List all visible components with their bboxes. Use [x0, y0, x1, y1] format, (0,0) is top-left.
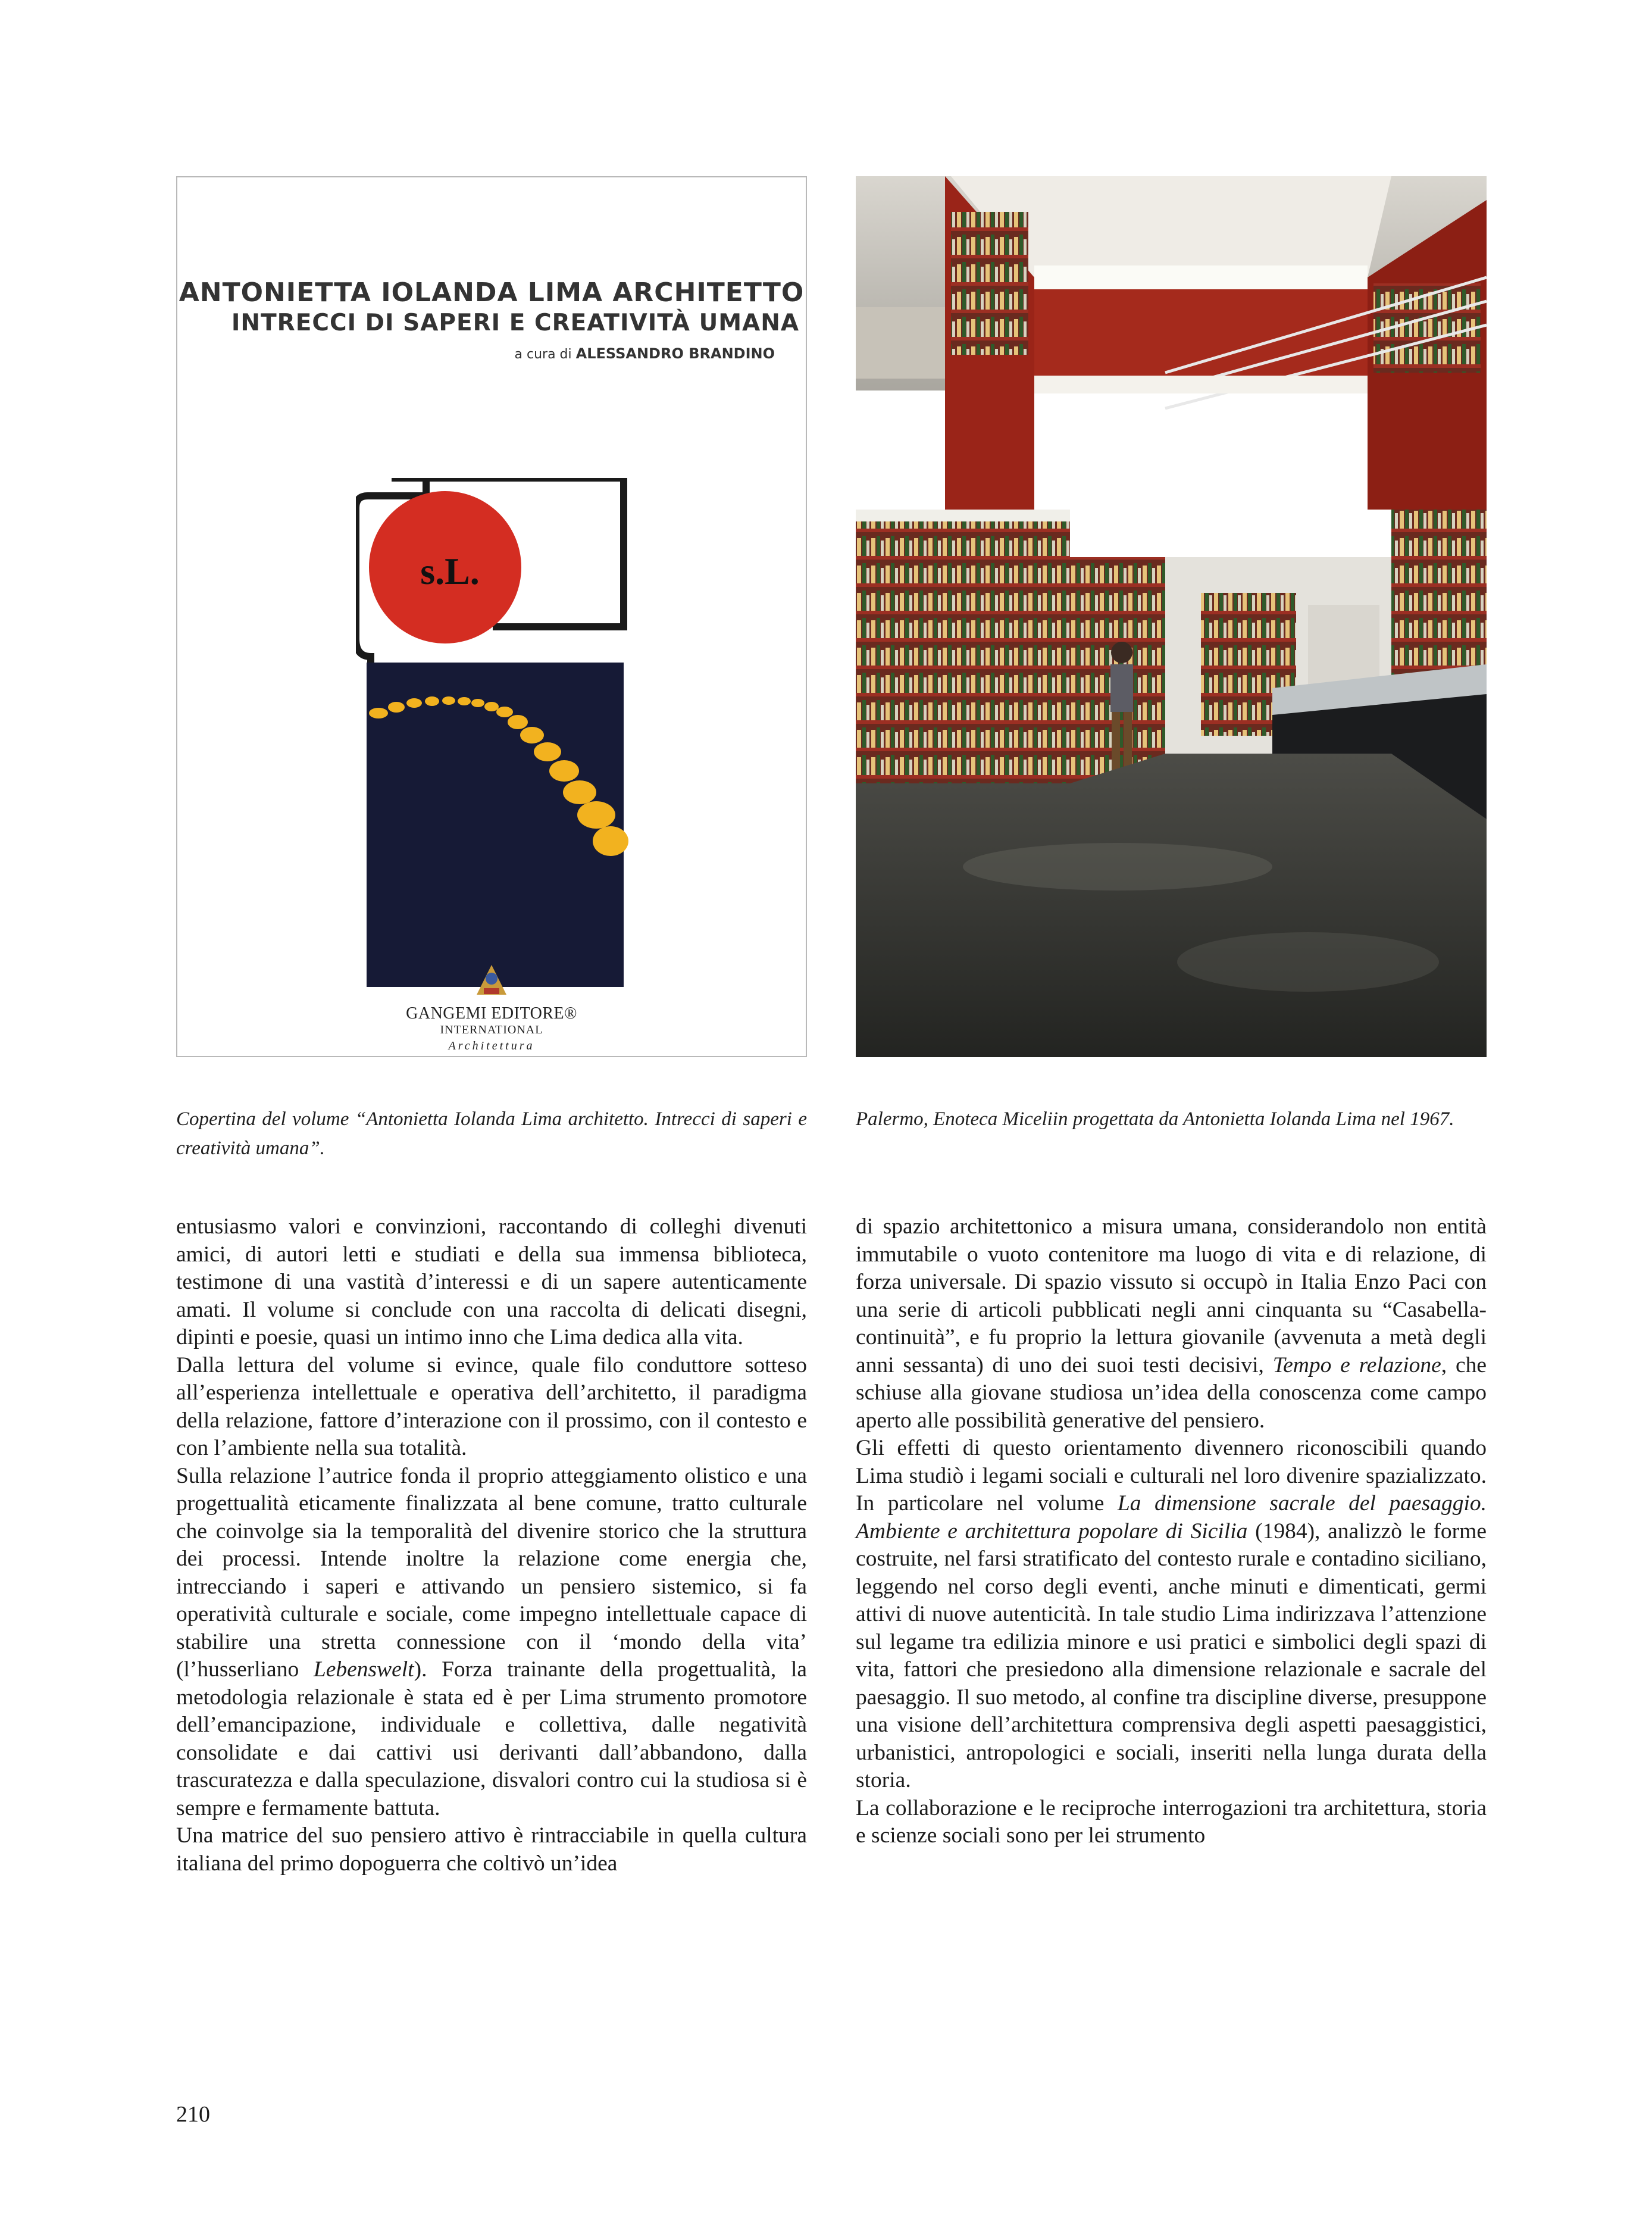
publisher-series: Architettura — [448, 1039, 535, 1052]
publisher-name: GANGEMI EDITORE® — [406, 1004, 577, 1023]
text-run: Sulla relazione l’autrice fonda il proprio atteggiamento olistico e una progettualità eticamente finalizzata al bene comune, tratto culturale che coinvolge sia la temporalità del divenire storico che la struttura dei processi. Intende inoltre la relazione come energia che, intrecciando i saperi e attivando un pensiero sistemico, si fa operatività culturale e sociale, come impegno intellettuale capace di stabilire una stretta connessione con il ‘mondo della vita’ (l’husserliano — [176, 1463, 807, 1682]
paragraph: Dalla lettura del volume si evince, quale filo conduttore sotteso all’esperienza intellettuale e operativa dell’architetto, il paradigma della relazione, fattore d’interazione con il prossimo, con il contesto e con l’ambiente nella sua totalità. — [176, 1352, 807, 1460]
text-run: di spazio architettonico a misura umana, considerandolo non entità immutabile o vuoto contenitore ma luogo di vita e di relazione, di forza universale. Di spazio vissuto si occupò in Italia Enzo Paci con una serie di articoli pubblicati negli anni cinquanta su “Casabella-continuità”, e fu proprio la lettura giovanile (avvenuta a metà degli anni sessanta) di uno dei suoi testi decisivi, — [856, 1214, 1487, 1377]
cover-editor-prefix: a cura di — [514, 347, 572, 362]
logo-monogram: s.L. — [420, 550, 480, 592]
paragraph — [176, 1463, 807, 1823]
caption-photo: Palermo, Enoteca Miceliin progettata da Antonietta Iolanda Lima nel 1967. — [856, 1108, 1454, 1130]
publisher-logo — [177, 962, 806, 1053]
italic-title: Tempo e relazione — [1272, 1352, 1441, 1377]
cover-editor — [515, 345, 775, 362]
text-column-left — [176, 1213, 807, 1877]
paragraph: La collaborazione e le reciproche interrogazioni tra architettura, storia e scienze sociali sono per lei strumento — [856, 1795, 1487, 1848]
publisher-subtitle: INTERNATIONAL — [440, 1023, 543, 1036]
publisher-emblem-icon — [471, 962, 512, 998]
paragraph: entusiasmo valori e convinzioni, raccontando di colleghi divenuti amici, di autori letti e studiati e della sua immensa biblioteca, testimone di una vastità d’interessi e di un sapere autenticamente amati. Il volume si conclude con una raccolta di delicati disegni, dipinti e poesie, quasi un intimo inno che Lima dedica alla vita. — [176, 1214, 807, 1349]
text-run: (1984), analizzò le forme costruite, nel farsi stratificato del contesto rurale e contadino siciliano, leggendo nel corso degli eventi, anche minuti e dimenticati, germi attivi di nuove autenticità. In tale studio Lima indirizzava l’attenzione sul legame tra edilizia minore e usi pratici e simbolici degli spazi di vita, fattori che presiedono alla dimensione relazionale e sacrale del paesaggio. Il suo metodo, al confine tra discipline diverse, presuppone una visione dell’architettura comprensiva degli aspetti paesaggistici, urbanistici, antropologici e sociali, inseriti nella lunga durata della storia. — [856, 1519, 1487, 1792]
paragraph: Una matrice del suo pensiero attivo è rintracciabile in quella cultura italiana del primo dopoguerra che coltivò un’idea — [176, 1823, 807, 1876]
page-number: 210 — [176, 2102, 210, 2127]
cover-editor-name: ALESSANDRO BRANDINO — [575, 345, 775, 362]
enoteca-interior-photo — [856, 176, 1487, 1057]
paragraph — [856, 1435, 1487, 1795]
cover-artwork — [356, 478, 630, 990]
text-column-right — [856, 1213, 1487, 1850]
text-run: Gli effetti di questo orientamento divennero riconoscibili quando Lima studiò i legami sociali e culturali nel loro divenire spazializzato. In particolare nel volume — [856, 1436, 1487, 1516]
cover-title: ANTONIETTA IOLANDA LIMA ARCHITETTO — [179, 277, 805, 308]
italic-term: Lebenswelt — [313, 1657, 414, 1682]
caption-cover: Copertina del volume “Antonietta Iolanda Lima architetto. Intrecci di saperi e creatività umana”. — [176, 1108, 807, 1159]
cover-subtitle: INTRECCI DI SAPERI E CREATIVITÀ UMANA — [231, 310, 800, 336]
paragraph — [856, 1213, 1487, 1435]
text-run: , che schiuse alla giovane studiosa un’idea della conoscenza come campo aperto alle possibilità generative del pensiero. — [856, 1352, 1487, 1433]
italic-title: La dimensione sacrale del paesaggio. Ambiente e architettura popolare di Sicilia — [856, 1491, 1487, 1544]
book-cover-image — [176, 176, 807, 1057]
text-run: ). Forza trainante della progettualità, la metodologia relazionale è stata ed è per Lima strumento promotore dell’emancipazione, individuale e collettiva, dalle negatività consolidate e dai cattivi usi derivanti dall’abbandono, dalla trascuratezza e dalla speculazione, disvalori contro cui la studiosa si è sempre e fermamente battuta. — [176, 1657, 808, 1820]
